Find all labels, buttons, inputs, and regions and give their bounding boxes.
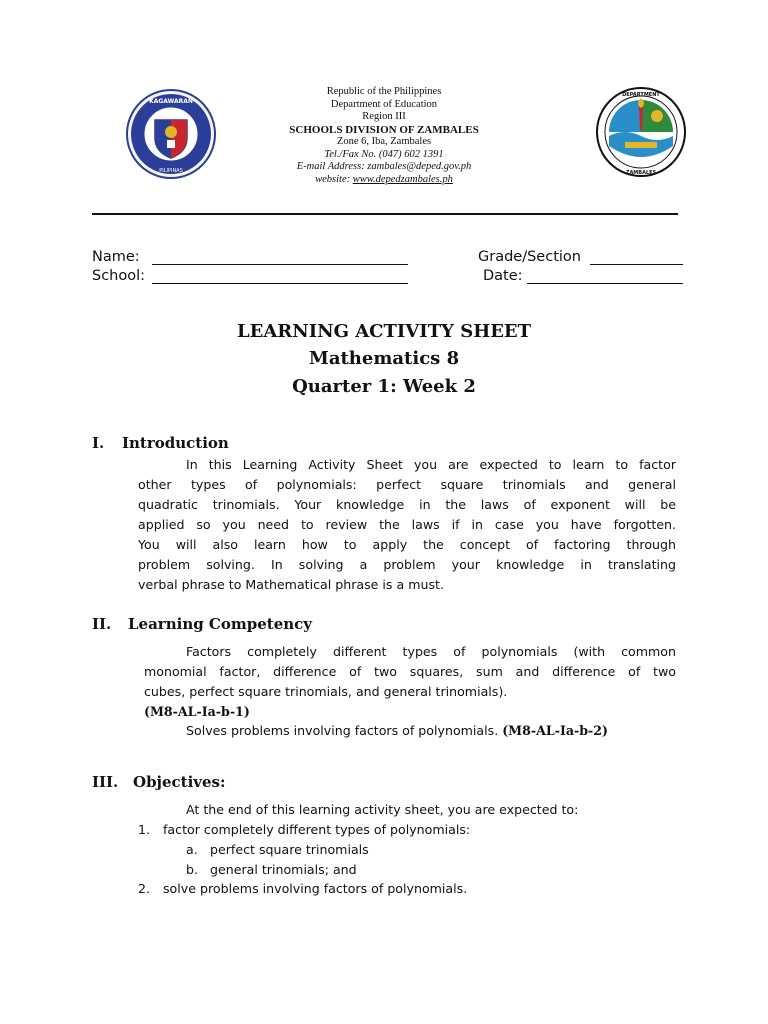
intro-line: applied so you need to review the laws if in case you have forgotten. [138, 517, 676, 532]
date-field[interactable] [527, 283, 683, 284]
list-letter: b. [186, 862, 198, 877]
competency-line: monomial factor, difference of two squares, sum and difference of two [144, 664, 676, 679]
objective-sub-a: perfect square trinomials [210, 842, 369, 857]
competency-code-1: (M8-AL-Ia-b-1) [144, 704, 250, 719]
svg-text:KAGAWARAN: KAGAWARAN [149, 98, 193, 105]
intro-line: quadratic trinomials. Your knowledge in the laws of exponent will be [138, 497, 676, 512]
competency-line: Factors completely different types of polynomials (with common [186, 644, 676, 659]
name-label: Name: [92, 249, 140, 265]
competency-text-2: Solves problems involving factors of polynomials. [186, 723, 499, 738]
list-number: 1. [138, 822, 151, 837]
intro-line: other types of polynomials: perfect square trinomials and general [138, 477, 676, 492]
introduction-paragraph [138, 455, 676, 595]
section-number: I. [92, 434, 105, 452]
name-field[interactable] [152, 264, 408, 265]
svg-text:ZAMBALES: ZAMBALES [625, 170, 657, 176]
letterhead-division: SCHOOLS DIVISION OF ZAMBALES [289, 123, 479, 136]
intro-line: problem solving. In solving a problem your knowledge in translating [138, 557, 676, 572]
intro-line: verbal phrase to Mathematical phrase is a must. [138, 577, 444, 592]
letterhead-republic: Republic of the Philippines [326, 86, 442, 97]
letterhead-region: Region III [362, 111, 406, 122]
letterhead-email: E-mail Address: zambales@deped.gov.ph [296, 161, 472, 172]
objectives-intro: At the end of this learning activity sheet, you are expected to: [186, 802, 579, 817]
competency-paragraph [144, 642, 676, 702]
section-number: III. [92, 773, 119, 791]
sdo-zambales-seal-logo [595, 86, 687, 178]
quarter-title: Quarter 1: Week 2 [292, 376, 476, 397]
deped-seal-logo [125, 88, 217, 180]
header-divider [92, 213, 678, 215]
section-number: II. [92, 615, 112, 633]
competency-line-2 [186, 721, 608, 741]
subject-title: Mathematics 8 [308, 348, 460, 369]
competency-line: cubes, perfect square trinomials, and general trinomials). [144, 684, 508, 699]
website-prefix: website: [315, 173, 353, 185]
introduction-heading: Introduction [122, 434, 229, 452]
sheet-title: LEARNING ACTIVITY SHEET [236, 321, 532, 342]
letterhead [230, 86, 538, 186]
letterhead-website-line [230, 174, 538, 187]
school-label: School: [92, 268, 146, 284]
svg-text:DEPARTMENT: DEPARTMENT [622, 92, 660, 98]
website-link[interactable]: www.depedzambales.ph [352, 173, 453, 185]
svg-text:PILIPINAS: PILIPINAS [159, 168, 183, 174]
grade-section-field[interactable] [590, 264, 683, 265]
intro-line: In this Learning Activity Sheet you are expected to learn to factor [186, 457, 676, 472]
letterhead-address: Zone 6, Iba, Zambales [336, 136, 432, 147]
objective-item-2: solve problems involving factors of polynomials. [163, 881, 468, 896]
grade-section-label: Grade/Section [478, 249, 581, 265]
letterhead-phone: Tel./Fax No. (047) 602 1391 [324, 148, 444, 160]
objectives-heading: Objectives: [133, 773, 226, 791]
competency-heading: Learning Competency [128, 615, 313, 633]
intro-line: You will also learn how to apply the concept of factoring through [138, 537, 676, 552]
competency-code-2: (M8-AL-Ia-b-2) [502, 723, 608, 738]
objective-sub-b: general trinomials; and [210, 862, 357, 877]
letterhead-department: Department of Education [330, 98, 438, 110]
date-label: Date: [483, 268, 523, 284]
school-field[interactable] [152, 283, 408, 284]
list-letter: a. [186, 842, 198, 857]
list-number: 2. [138, 881, 151, 896]
objective-item-1: factor completely different types of polynomials: [163, 822, 471, 837]
